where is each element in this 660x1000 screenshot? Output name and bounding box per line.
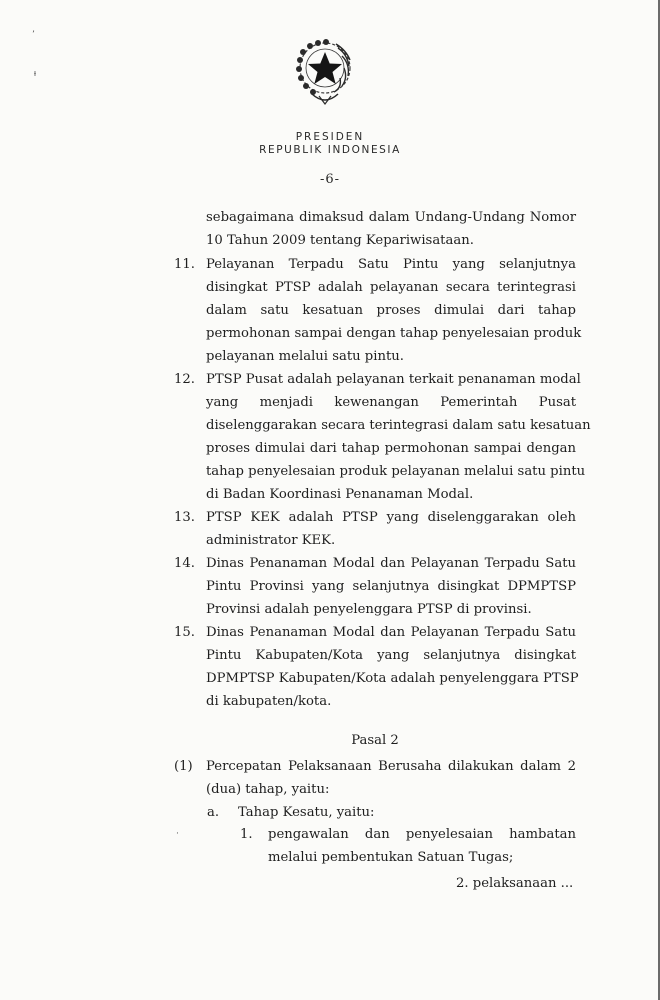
item-number: 12.: [174, 372, 195, 387]
text-line: Percepatan Pelaksanaan Berusaha dilakukan dalam 2: [206, 759, 576, 774]
text-line: Dinas Penanaman Modal dan Pelayanan Terpadu Satu: [206, 556, 576, 571]
clause-number: (1): [174, 759, 193, 774]
item-number: 13.: [174, 510, 195, 525]
scan-mark: ·: [176, 829, 179, 839]
point-number: 1.: [240, 827, 253, 842]
text-line: Provinsi adalah penyelenggara PTSP di provinsi.: [206, 602, 532, 617]
text-line: proses dimulai dari tahap permohonan sampai dengan: [206, 441, 576, 456]
text-line: diselenggarakan secara terintegrasi dalam satu kesatuan: [206, 418, 591, 433]
scan-mark: ᵼ: [34, 69, 36, 79]
text-line: administrator KEK.: [206, 533, 336, 548]
text-line: permohonan sampai dengan tahap penyelesaian produk: [206, 326, 582, 341]
text-line: (dua) tahap, yaitu:: [206, 782, 330, 797]
header-subtitle: REPUBLIK INDONESIA: [259, 144, 401, 156]
text-line: Pelayanan Terpadu Satu Pintu yang selanjutnya: [206, 257, 576, 272]
text-line: PTSP KEK adalah PTSP yang diselenggarakan oleh: [206, 510, 576, 525]
item-number: 15.: [174, 625, 195, 640]
page-number: -6-: [319, 172, 341, 187]
text-line: Dinas Penanaman Modal dan Pelayanan Terpadu Satu: [206, 625, 576, 640]
header-title: PRESIDEN: [295, 131, 365, 143]
text-line: tahap penyelesaian produk pelayanan melalui satu pintu: [206, 464, 586, 479]
text-line: sebagaimana dimaksud dalam Undang-Undang Nomor: [206, 210, 576, 225]
item-number: 11.: [174, 257, 195, 272]
text-line: Pintu Kabupaten/Kota yang selanjutnya disingkat: [206, 648, 576, 663]
sub-label: a.: [207, 805, 220, 820]
text-line: pengawalan dan penyelesaian hambatan: [268, 827, 576, 842]
text-line: di Badan Koordinasi Penanaman Modal.: [206, 487, 474, 502]
item-number: 14.: [174, 556, 195, 571]
text-line: PTSP Pusat adalah pelayanan terkait penanaman modal: [206, 372, 581, 387]
continuation-marker: 2. pelaksanaan ...: [456, 876, 574, 891]
text-line: disingkat PTSP adalah pelayanan secara terintegrasi: [206, 280, 576, 295]
scan-mark: ʼ: [32, 30, 35, 40]
garuda-star-emblem-icon: [288, 34, 362, 114]
text-line: di kabupaten/kota.: [206, 694, 332, 709]
text-line: 10 Tahun 2009 tentang Kepariwisataan.: [206, 233, 474, 248]
text-line: yang menjadi kewenangan Pemerintah Pusat: [206, 395, 576, 410]
text-line: dalam satu kesatuan proses dimulai dari tahap: [206, 303, 576, 318]
text-line: melalui pembentukan Satuan Tugas;: [268, 850, 514, 865]
text-line: DPMPTSP Kabupaten/Kota adalah penyelenggara PTSP: [206, 671, 579, 686]
text-line: Tahap Kesatu, yaitu:: [238, 805, 375, 820]
section-title: Pasal 2: [351, 733, 399, 748]
text-line: pelayanan melalui satu pintu.: [206, 349, 404, 364]
text-line: Pintu Provinsi yang selanjutnya disingkat DPMPTSP: [206, 579, 576, 594]
